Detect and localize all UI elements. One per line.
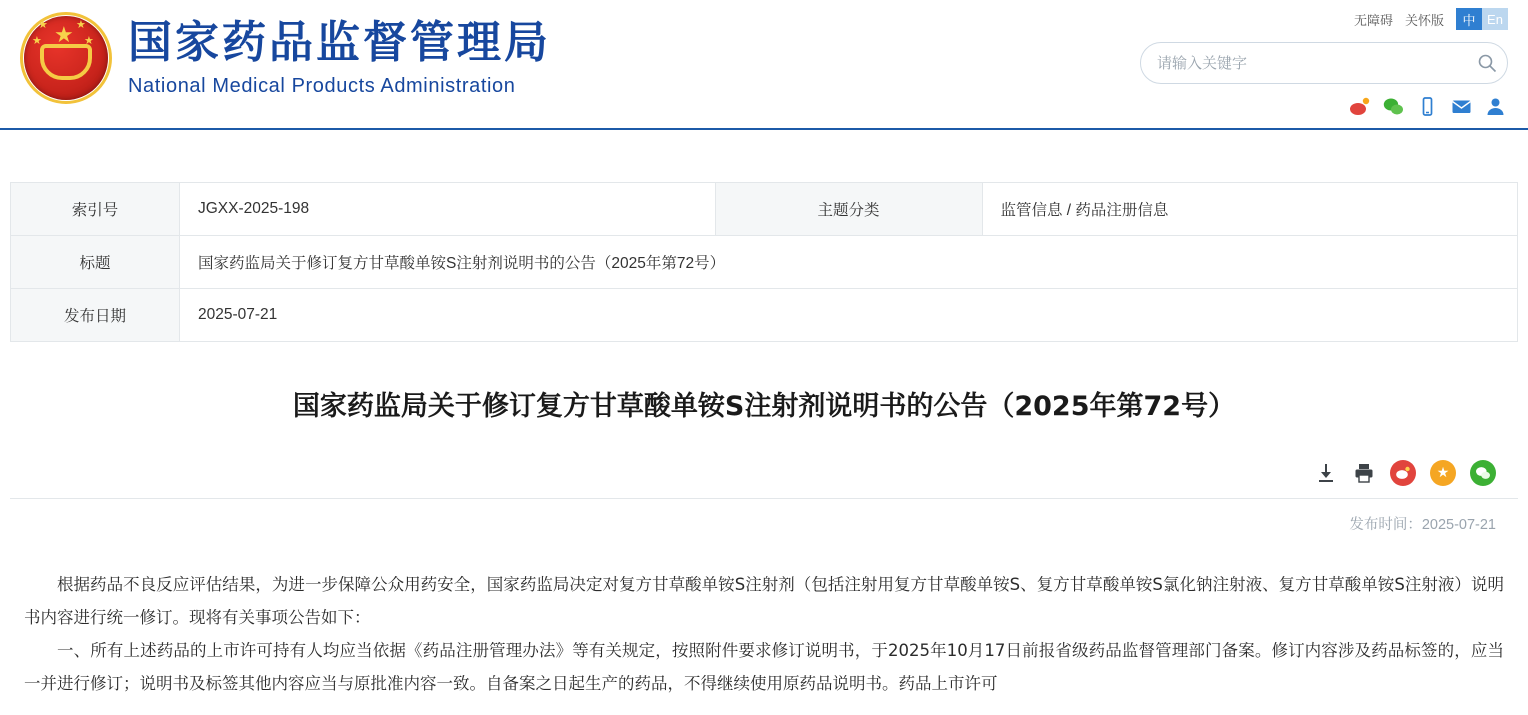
download-icon[interactable] [1314,461,1338,485]
emblem-star-small-2: ★ [76,19,86,31]
meta-label-publish-date: 发布日期 [11,289,180,342]
toolbar-divider [10,498,1518,499]
meta-value-publish-date: 2025-07-21 [180,289,1518,342]
article-toolbar [10,460,1518,486]
document-meta-table [10,182,1518,342]
org-name-en: National Medical Products Administration [128,74,516,97]
article-paragraph-1: 根据药品不良反应评估结果，为进一步保障公众用药安全，国家药监局决定对复方甘草酸单铵S注射剂（包括注射用复方甘草酸单铵S、复方甘草酸单铵S氯化钠注射液、复方甘草酸单铵S注射液）说明书内容进行统一修订。现将有关事项公告如下： [24,574,1504,627]
search-icon[interactable] [1467,43,1507,83]
meta-label-category: 主题分类 [715,183,982,236]
share-weibo-icon[interactable] [1390,460,1416,486]
emblem-star-large: ★ [54,22,74,47]
table-row [11,289,1518,342]
top-utility-bar [1354,8,1508,30]
emblem-star-small-1: ★ [38,19,48,31]
publish-time-label: 发布时间： [1349,516,1422,533]
lang-cn-button[interactable]: 中 [1456,8,1482,30]
wechat-icon[interactable] [1383,96,1404,117]
site-header [0,0,1528,130]
weibo-icon[interactable] [1349,96,1370,117]
table-row [11,236,1518,289]
publish-time [10,513,1518,534]
china-national-emblem-icon [18,10,114,106]
page-title: 国家药监局关于修订复方甘草酸单铵S注射剂说明书的公告（2025年第72号） [292,391,1236,422]
mail-icon[interactable] [1451,96,1472,117]
publish-time-value: 2025-07-21 [1421,516,1496,533]
search-input[interactable] [1141,55,1467,72]
emblem-star-small-4: ★ [84,35,94,47]
accessibility-link[interactable]: 无障碍 [1353,12,1393,28]
article-paragraph-2: 一、所有上述药品的上市许可持有人均应当依据《药品注册管理办法》等有关规定，按照附件要求修订说明书，于2025年10月17日前报省级药品监督管理部门备案。修订内容涉及药品标签的，应当一并进行修订；说明书及标签其他内容应当与原批准内容一致。自备案之日起生产的药品，不得继续使用原药品说明书。药品上市许可 [24,640,1504,693]
table-row [11,183,1518,236]
emblem-star-small-3: ★ [32,35,42,47]
meta-value-index: JGXX-2025-198 [180,183,716,236]
search-box[interactable] [1140,42,1508,84]
social-icon-row [1349,96,1506,117]
meta-label-index: 索引号 [11,183,180,236]
language-switch[interactable] [1456,8,1508,30]
share-wechat-icon[interactable] [1470,460,1496,486]
emblem-gear [40,44,92,80]
org-name-cn: 国家药品监督管理局 [128,17,551,69]
site-logo-area[interactable] [18,10,551,106]
lang-en-button[interactable]: En [1482,8,1508,30]
favorite-star-icon[interactable]: ★ [1430,460,1456,486]
article-body [24,568,1504,700]
meta-value-category: 监管信息 / 药品注册信息 [982,183,1518,236]
care-version-link[interactable]: 关怀版 [1404,12,1444,28]
meta-label-title: 标题 [11,236,180,289]
mobile-icon[interactable] [1417,96,1438,117]
user-icon[interactable] [1485,96,1506,117]
meta-value-title: 国家药监局关于修订复方甘草酸单铵S注射剂说明书的公告（2025年第72号） [180,236,1518,289]
print-icon[interactable] [1352,461,1376,485]
